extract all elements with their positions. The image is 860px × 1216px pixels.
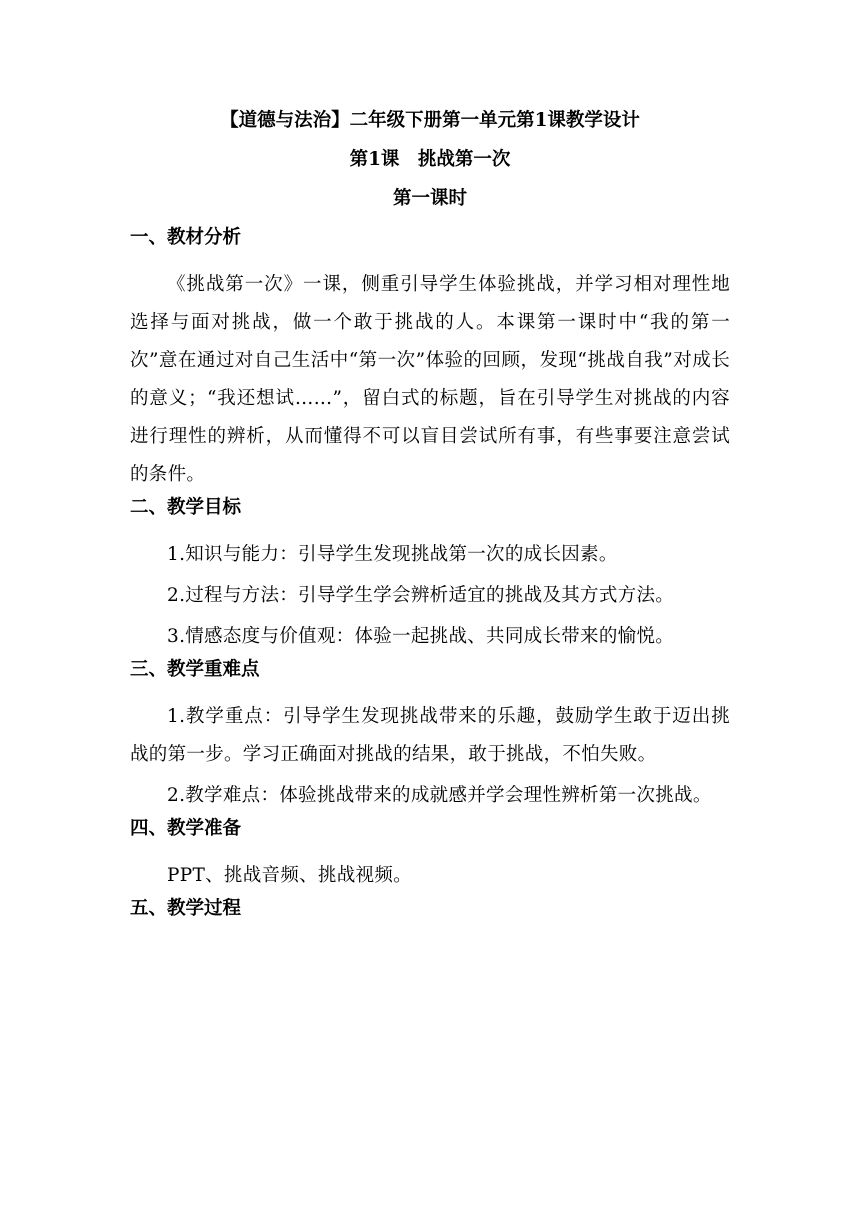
section-material-analysis	[130, 227, 730, 494]
section-heading: 四、教学准备	[130, 818, 242, 839]
section-paragraph: 《挑战第一次》一课，侧重引导学生体验挑战，并学习相对理性地选择与面对挑战，做一个敢于挑战的人。本课第一课时中“我的第一次”意在通过对自己生活中“第一次”体验的回顾，发现“挑战自我”对成长的意义；“我还想试……”，留白式的标题，旨在引导学生对挑战的内容进行理性的辨析，从而懂得不可以盲目尝试所有事，有些事要注意尝试的条件。	[130, 274, 730, 485]
section-teaching-process	[130, 898, 730, 920]
section-paragraph: 2.过程与方法：引导学生学会辨析适宜的挑战及其方式方法。	[167, 585, 675, 606]
document-page	[130, 110, 730, 937]
period-title: 第一课时	[392, 188, 467, 209]
section-teaching-goals	[130, 497, 730, 656]
section-paragraph: 1.教学重点：引导学生发现挑战带来的乐趣，鼓励学生敢于迈出挑战的第一步。学习正确面对挑战的结果，敢于挑战，不怕失败。	[130, 706, 730, 765]
section-paragraph: 1.知识与能力：引导学生发现挑战第一次的成长因素。	[167, 544, 618, 565]
section-heading: 五、教学过程	[130, 898, 242, 919]
section-paragraph: 2.教学难点：体验挑战带来的成就感并学会理性辨析第一次挑战。	[167, 785, 712, 806]
section-heading: 一、教材分析	[130, 227, 242, 248]
lesson-title: 第1课 挑战第一次	[349, 149, 511, 170]
section-key-points	[130, 659, 730, 815]
section-preparation	[130, 818, 730, 895]
section-heading: 二、教学目标	[130, 497, 242, 518]
section-paragraph: 3.情感态度与价值观：体验一起挑战、共同成长带来的愉悦。	[167, 626, 675, 647]
section-paragraph: PPT、挑战音频、挑战视频。	[167, 865, 412, 886]
document-title: 【道德与法治】二年级下册第一单元第1课教学设计	[220, 110, 640, 131]
section-heading: 三、教学重难点	[130, 659, 260, 680]
